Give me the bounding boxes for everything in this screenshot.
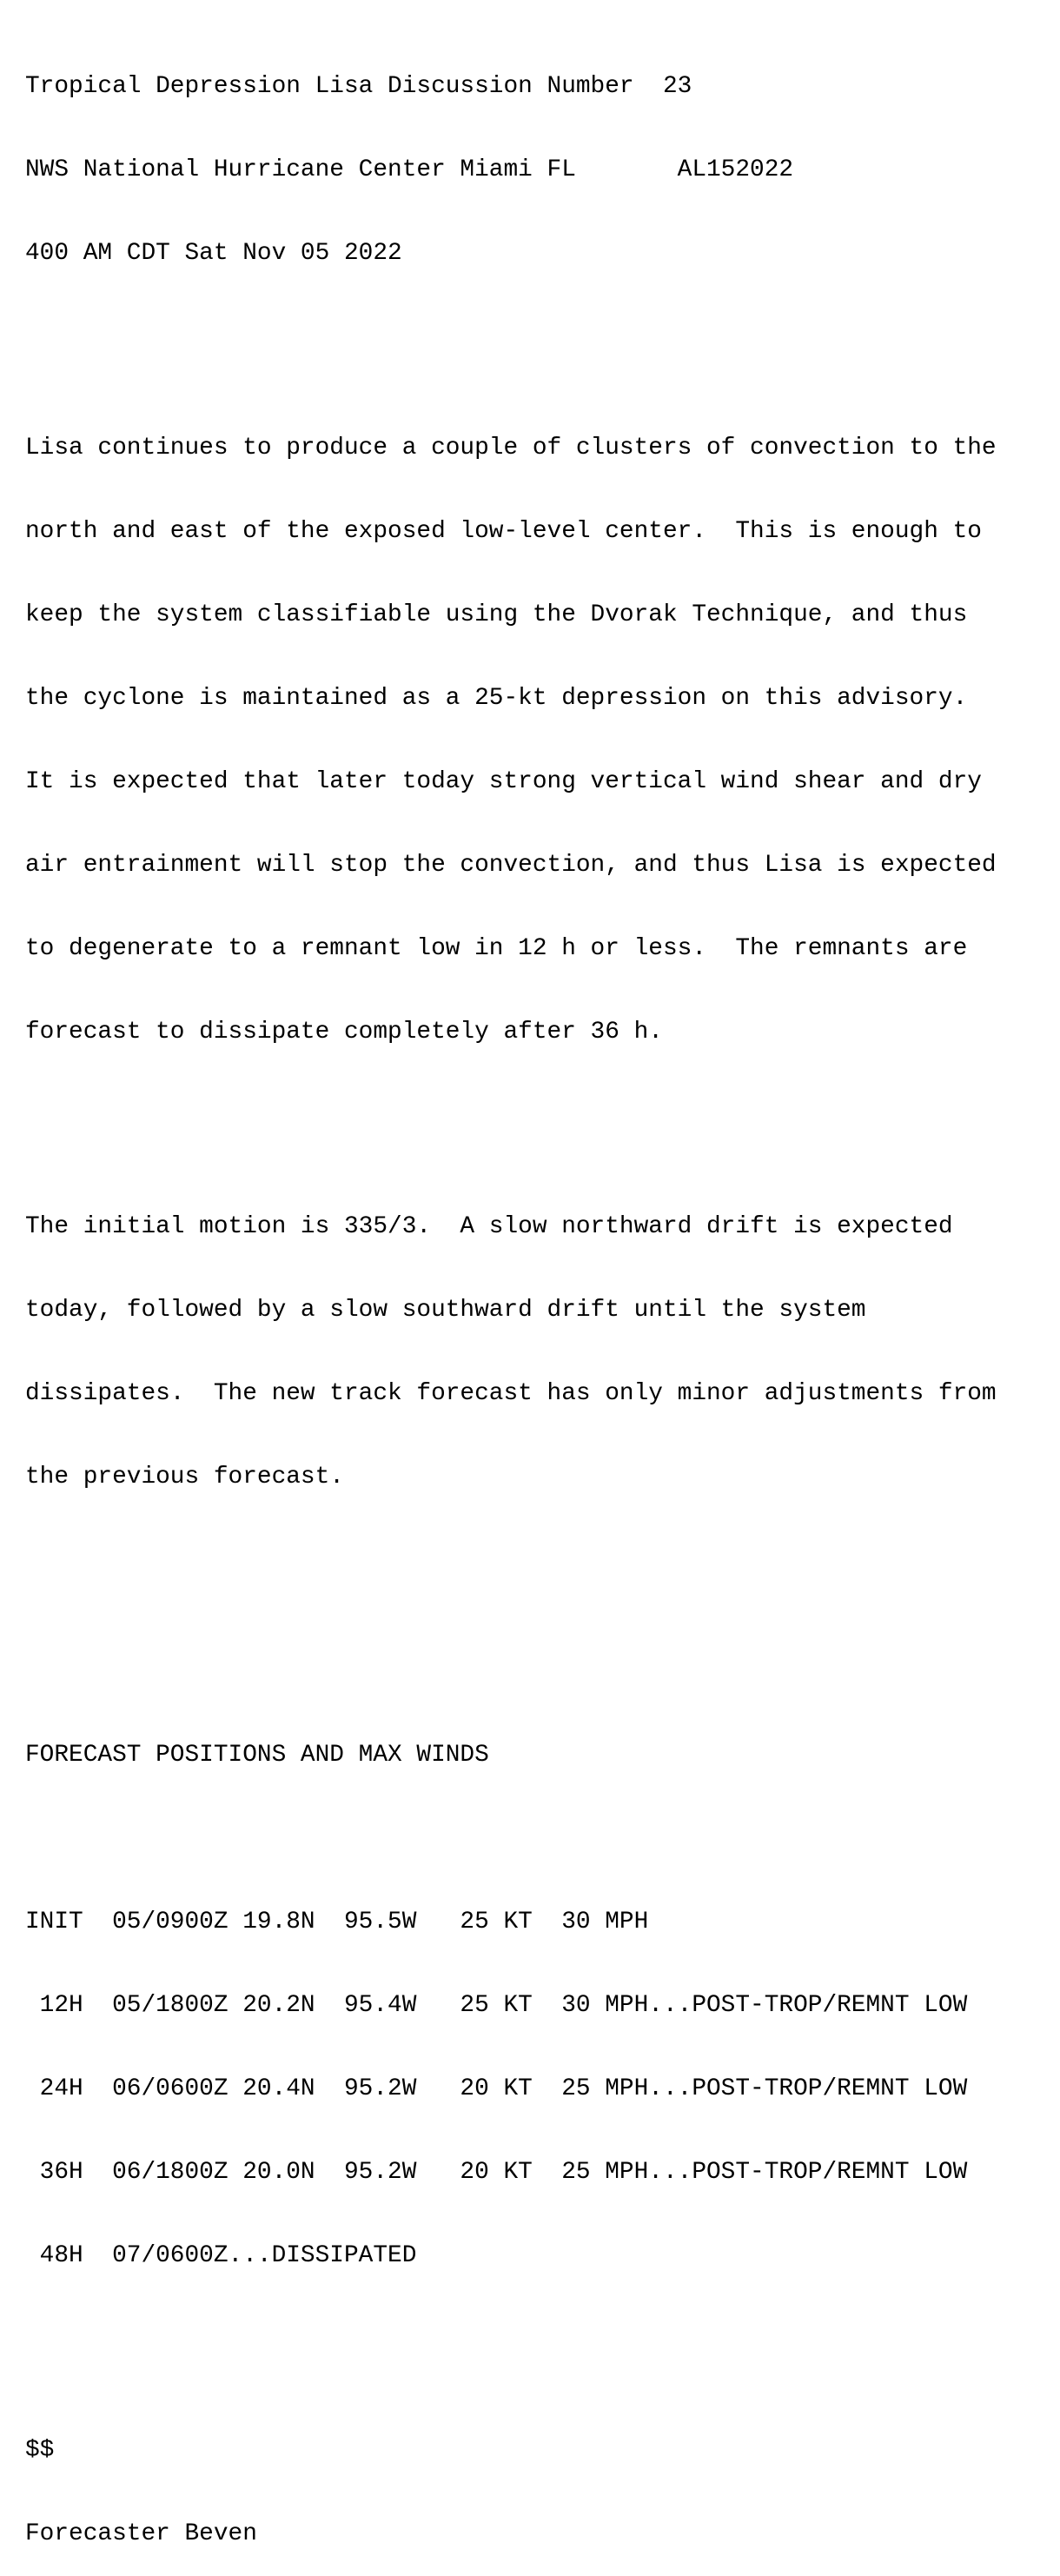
forecast-row: 48H 07/0600Z...DISSIPATED bbox=[25, 2242, 417, 2269]
paragraph-line: keep the system classifiable using the Dvorak Technique, and thus bbox=[25, 601, 968, 628]
blank-line bbox=[25, 2326, 997, 2354]
forecast-row: 24H 06/0600Z 20.4N 95.2W 20 KT 25 MPH...POST-TROP/REMNT LOW bbox=[25, 2075, 968, 2102]
issuing-office: NWS National Hurricane Center Miami FL AL152022 bbox=[25, 156, 794, 183]
blank-line bbox=[25, 1825, 997, 1853]
blank-line bbox=[25, 1630, 997, 1658]
paragraph-line: to degenerate to a remnant low in 12 h or less. The remnants are bbox=[25, 935, 968, 962]
end-terminator: $$ bbox=[25, 2437, 55, 2464]
blank-line bbox=[25, 1102, 997, 1130]
forecast-heading: FORECAST POSITIONS AND MAX WINDS bbox=[25, 1742, 489, 1769]
paragraph-line: The initial motion is 335/3. A slow northward drift is expected bbox=[25, 1213, 953, 1240]
forecast-row: INIT 05/0900Z 19.8N 95.5W 25 KT 30 MPH bbox=[25, 1909, 649, 1935]
blank-line bbox=[25, 323, 997, 351]
paragraph-line: It is expected that later today strong vertical wind shear and dry bbox=[25, 768, 982, 795]
paragraph-line: today, followed by a slow southward drift until the system bbox=[25, 1297, 866, 1324]
discussion-title: Tropical Depression Lisa Discussion Number 23 bbox=[25, 73, 692, 100]
paragraph-line: the cyclone is maintained as a 25-kt depression on this advisory. bbox=[25, 685, 968, 712]
forecast-row: 12H 05/1800Z 20.2N 95.4W 25 KT 30 MPH...POST-TROP/REMNT LOW bbox=[25, 1992, 968, 2019]
forecaster-name: Forecaster Beven bbox=[25, 2520, 257, 2547]
blank-line bbox=[25, 1547, 997, 1575]
forecast-row: 36H 06/1800Z 20.0N 95.2W 20 KT 25 MPH...POST-TROP/REMNT LOW bbox=[25, 2159, 968, 2186]
paragraph-line: the previous forecast. bbox=[25, 1464, 344, 1490]
paragraph-line: dissipates. The new track forecast has only minor adjustments from bbox=[25, 1380, 997, 1407]
paragraph-line: Lisa continues to produce a couple of clusters of convection to the bbox=[25, 435, 997, 461]
discussion-document bbox=[25, 17, 997, 2576]
paragraph-line: north and east of the exposed low-level center. This is enough to bbox=[25, 518, 982, 545]
paragraph-line: forecast to dissipate completely after 36 h. bbox=[25, 1019, 663, 1046]
issue-time: 400 AM CDT Sat Nov 05 2022 bbox=[25, 240, 402, 267]
paragraph-line: air entrainment will stop the convection, and thus Lisa is expected bbox=[25, 852, 997, 879]
